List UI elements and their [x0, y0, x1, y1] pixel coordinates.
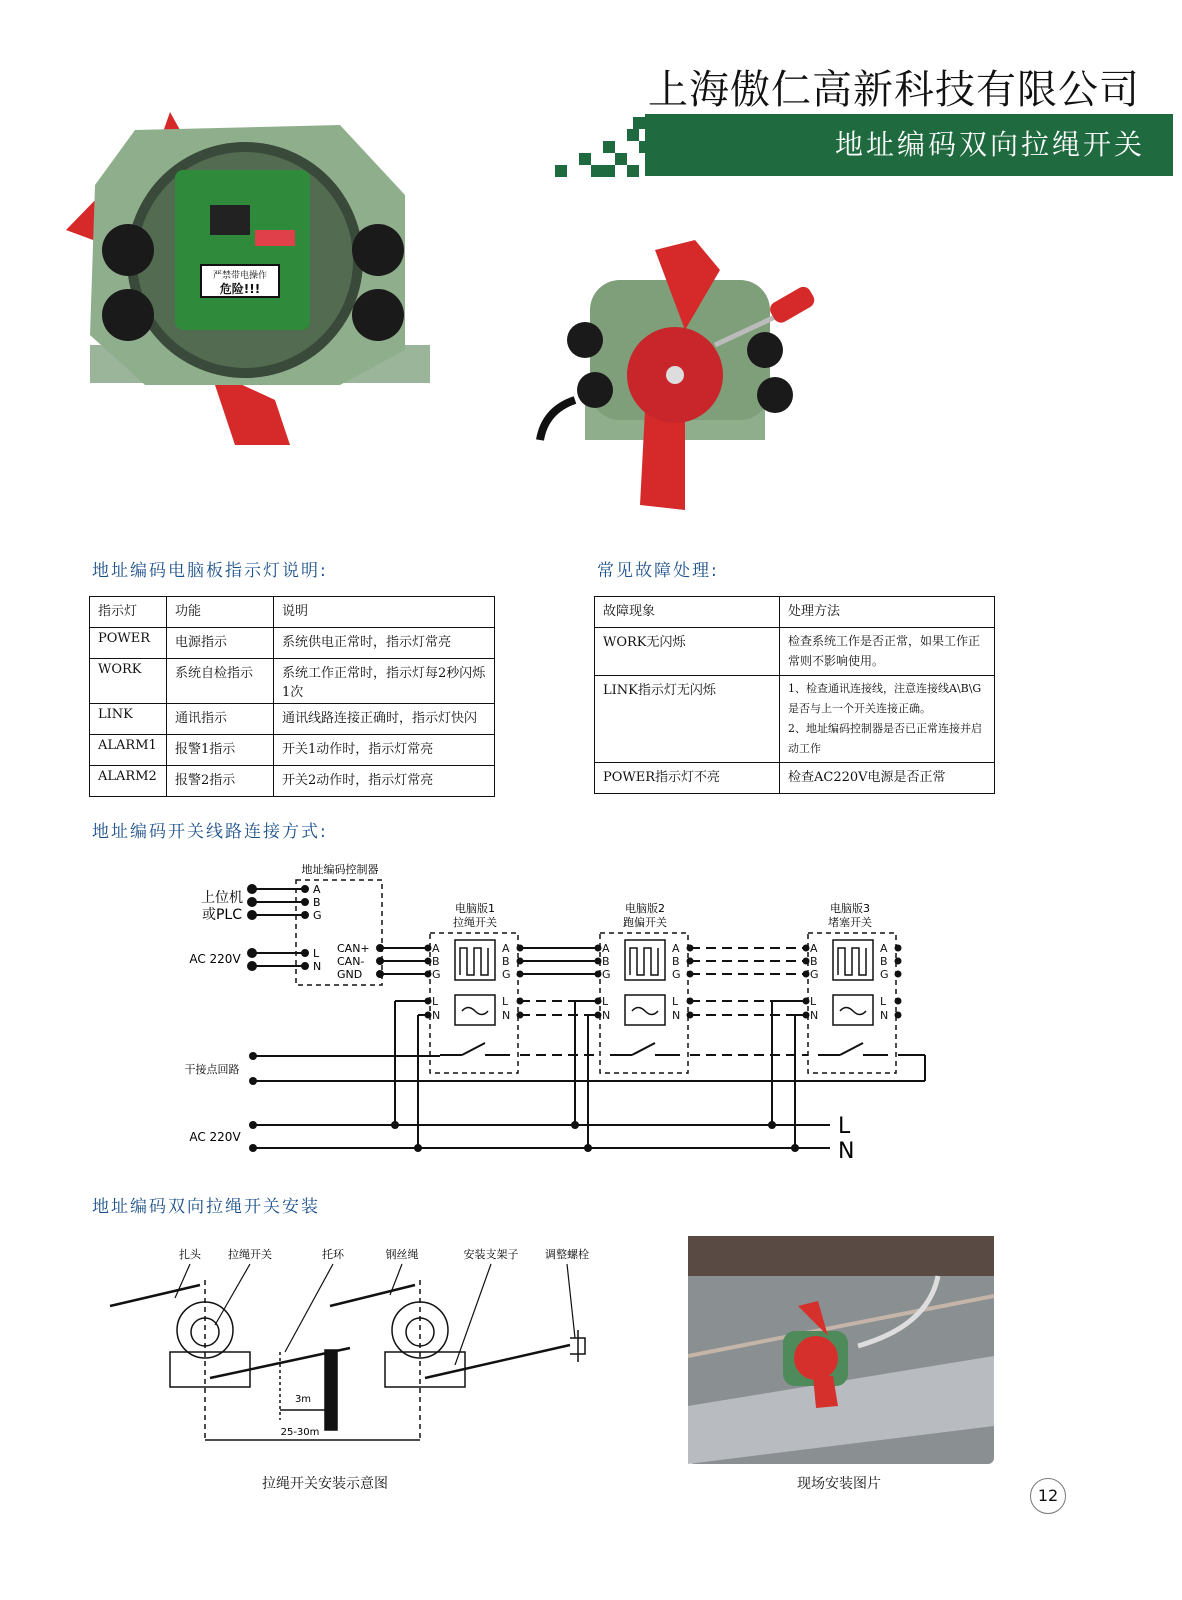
svg-text:N: N — [672, 1009, 681, 1022]
svg-text:A: A — [672, 942, 680, 955]
svg-text:A: A — [880, 942, 888, 955]
controller-label: 地址编码控制器 — [301, 863, 379, 876]
header-cell: 功能 — [167, 597, 274, 628]
svg-text:拉绳开关: 拉绳开关 — [453, 916, 497, 929]
fault-table — [594, 596, 995, 794]
svg-text:B: B — [313, 896, 321, 909]
svg-text:A: A — [313, 883, 321, 896]
svg-text:拉绳开关: 拉绳开关 — [228, 1248, 272, 1261]
svg-text:电脑版2: 电脑版2 — [625, 902, 665, 915]
ac-label-bottom: AC 220V — [189, 1130, 241, 1144]
svg-text:B: B — [810, 955, 818, 968]
svg-text:A: A — [502, 942, 510, 955]
install-section-title: 地址编码双向拉绳开关安装 — [92, 1197, 320, 1217]
svg-text:B: B — [432, 955, 440, 968]
svg-text:N: N — [810, 1009, 819, 1022]
dim-3m: 3m — [294, 1394, 312, 1405]
svg-text:电脑版3: 电脑版3 — [830, 902, 870, 915]
bus-N-label: N — [838, 1139, 855, 1164]
table-row: POWER指示灯不亮 检查AC220V电源是否正常 — [595, 763, 995, 794]
wiring-diagram — [0, 855, 1182, 1175]
host-label-2: 或PLC — [201, 907, 243, 923]
svg-text:G: G — [502, 968, 511, 981]
svg-text:N: N — [432, 1009, 441, 1022]
svg-text:B: B — [880, 955, 888, 968]
fault-section-title: 常见故障处理: — [597, 561, 719, 581]
board-1 — [430, 901, 518, 1073]
svg-text:L: L — [602, 995, 609, 1008]
table-row: ALARM2 报警2指示 开关2动作时，指示灯常亮 — [90, 766, 495, 797]
header-cell: 说明 — [274, 597, 495, 628]
svg-text:G: G — [672, 968, 681, 981]
svg-text:GND: GND — [337, 968, 363, 981]
host-label-1: 上位机 — [201, 890, 243, 906]
svg-text:CAN-: CAN- — [337, 955, 365, 968]
svg-text:G: G — [602, 968, 611, 981]
svg-text:A: A — [602, 942, 610, 955]
svg-text:N: N — [313, 960, 322, 973]
svg-text:堵塞开关: 堵塞开关 — [828, 916, 872, 929]
header-cell: 故障现象 — [595, 597, 780, 628]
svg-text:N: N — [502, 1009, 511, 1022]
bus-L-label: L — [838, 1114, 851, 1139]
table-row: WORK 系统自检指示 系统工作正常时，指示灯每2秒闪烁1次 — [90, 659, 495, 704]
svg-text:托环: 托环 — [322, 1248, 344, 1261]
page-number: 12 — [1030, 1478, 1066, 1514]
indicator-section-title: 地址编码电脑板指示灯说明: — [92, 561, 328, 581]
product-title: 地址编码双向拉绳开关 — [834, 128, 1145, 161]
svg-text:调整螺栓: 调整螺栓 — [545, 1248, 589, 1261]
install-diagram — [100, 1240, 610, 1460]
svg-text:L: L — [810, 995, 817, 1008]
ac-label-top: AC 220V — [189, 952, 241, 966]
wiring-section-title: 地址编码开关线路连接方式: — [92, 822, 328, 842]
svg-text:钢丝绳: 钢丝绳 — [385, 1248, 419, 1261]
svg-text:安装支架子: 安装支架子 — [463, 1248, 519, 1261]
site-photo-caption: 现场安装图片 — [797, 1476, 881, 1492]
svg-text:A: A — [432, 942, 440, 955]
table-header-row — [90, 597, 495, 628]
dry-contact-label: 干接点回路 — [184, 1063, 240, 1076]
svg-text:L: L — [880, 995, 887, 1008]
table-row: ALARM1 报警1指示 开关1动作时，指示灯常亮 — [90, 735, 495, 766]
table-row: LINK指示灯无闪烁 1、检查通讯连接线，注意连接线A\B\G是否与上一个开关连接正确。 2、地址编码控制器是否已正常连接并启动工作 — [595, 676, 995, 763]
board-3 — [808, 901, 896, 1073]
board-2 — [600, 901, 688, 1073]
svg-text:扎头: 扎头 — [179, 1248, 201, 1261]
svg-text:G: G — [313, 909, 322, 922]
svg-text:跑偏开关: 跑偏开关 — [623, 916, 667, 929]
svg-text:B: B — [672, 955, 680, 968]
svg-text:N: N — [602, 1009, 611, 1022]
svg-text:L: L — [313, 947, 320, 960]
table-row: LINK 通讯指示 通讯线路连接正确时，指示灯快闪 — [90, 704, 495, 735]
site-photo — [688, 1236, 994, 1464]
svg-text:N: N — [880, 1009, 889, 1022]
svg-text:L: L — [432, 995, 439, 1008]
warning-label-line1: 严禁带电操作 — [212, 271, 268, 281]
install-diagram-caption: 拉绳开关安装示意图 — [262, 1476, 388, 1492]
svg-text:A: A — [810, 942, 818, 955]
svg-text:B: B — [602, 955, 610, 968]
header-cell: 处理方法 — [780, 597, 995, 628]
table-row: WORK无闪烁 检查系统工作是否正常，如果工作正常则不影响使用。 — [595, 628, 995, 676]
svg-text:L: L — [672, 995, 679, 1008]
company-name: 上海傲仁高新科技有限公司 — [648, 67, 1140, 113]
header-cell: 指示灯 — [90, 597, 167, 628]
table-row: POWER 电源指示 系统供电正常时，指示灯常亮 — [90, 628, 495, 659]
svg-text:G: G — [432, 968, 441, 981]
device-open-photo — [60, 100, 430, 460]
warning-label-line2: 危险!!! — [219, 282, 261, 296]
indicator-table — [89, 596, 495, 797]
svg-text:G: G — [880, 968, 889, 981]
svg-text:电脑版1: 电脑版1 — [455, 902, 495, 915]
dim-span: 25-30m — [280, 1427, 320, 1438]
table-header-row — [595, 597, 995, 628]
svg-text:L: L — [502, 995, 509, 1008]
svg-text:G: G — [810, 968, 819, 981]
svg-text:CAN+: CAN+ — [337, 942, 370, 955]
device-closed-photo — [535, 230, 835, 520]
svg-text:B: B — [502, 955, 510, 968]
